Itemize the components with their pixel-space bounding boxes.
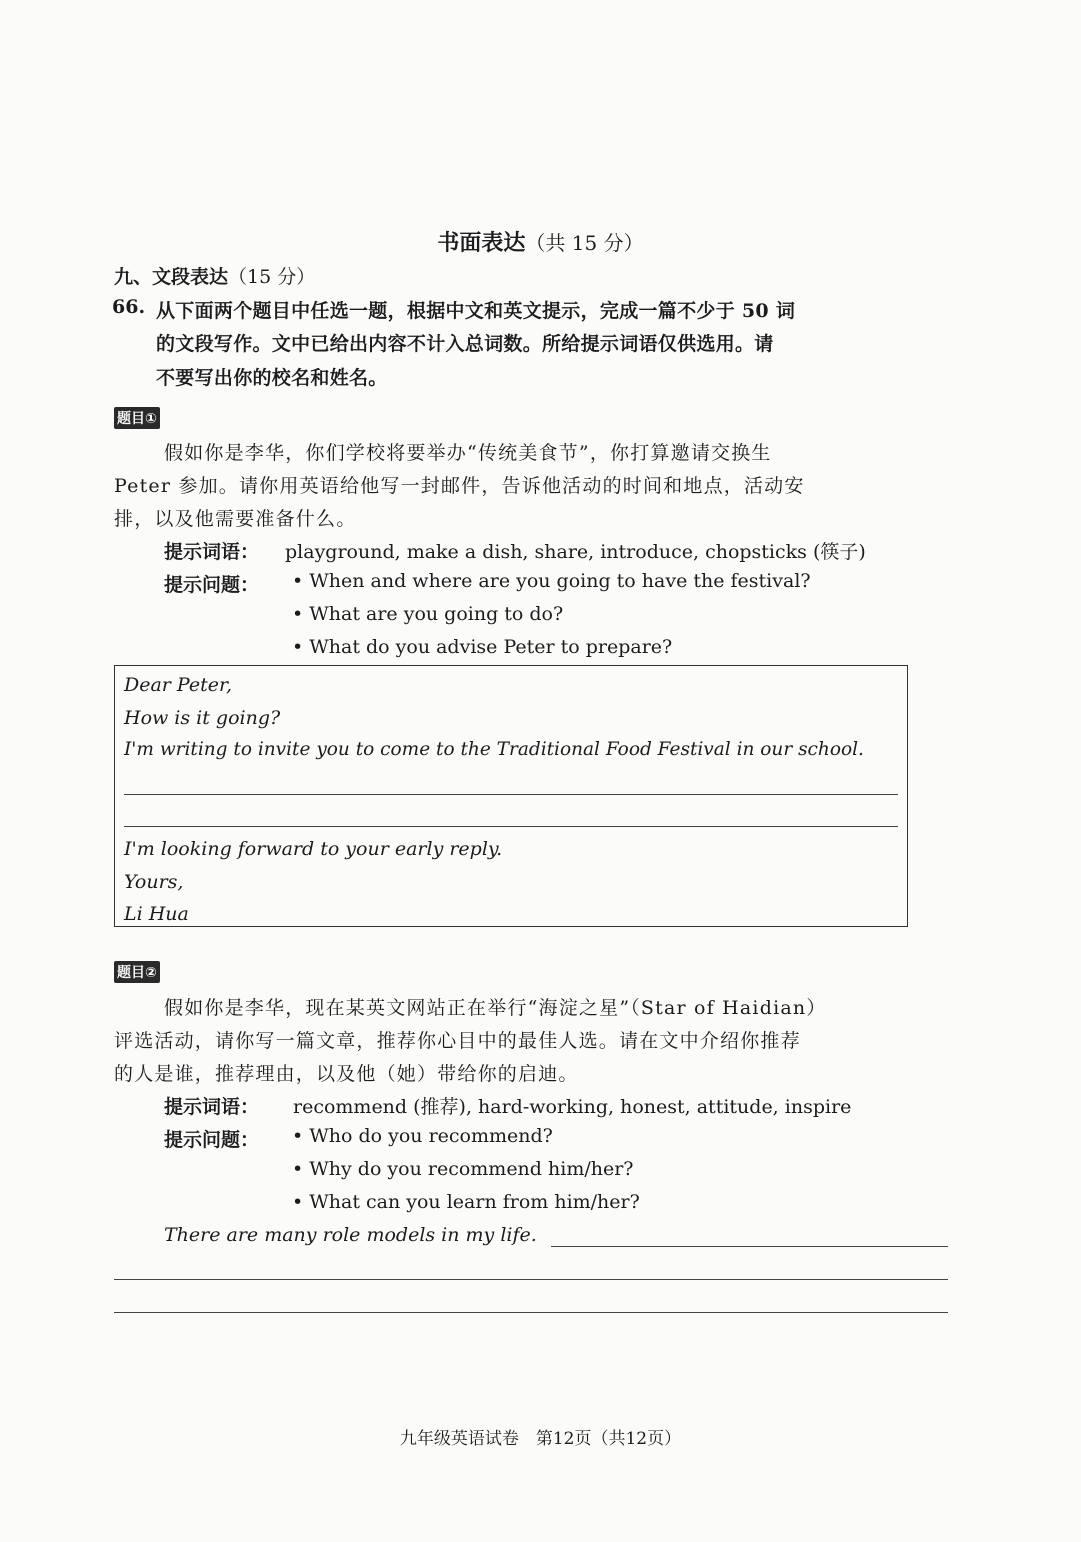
- topic2-answer-line-1[interactable]: [551, 1246, 948, 1247]
- topic2-body-line-3: 的人是谁，推荐理由，以及他（她）带给你的启迪。: [114, 1063, 579, 1085]
- question-instruction-line-3: 不要写出你的校名和姓名。: [156, 367, 388, 389]
- letter-closing-2: Yours,: [124, 871, 184, 893]
- letter-line-3: I'm writing to invite you to come to the Traditional Food Festival in our school.: [124, 739, 864, 760]
- topic2-starter: There are many role models in my life.: [164, 1224, 537, 1246]
- page-title: [0, 226, 1081, 257]
- topic2-body-line-1: 假如你是李华，现在某英文网站正在举行“海淀之星”（Star of Haidian）: [164, 997, 827, 1019]
- topic1-tag: 题目①: [114, 407, 160, 429]
- topic1-body-line-3: 排，以及他需要准备什么。: [114, 508, 357, 530]
- topic1-question-1: • When and where are you going to have the festival?: [292, 570, 811, 592]
- topic2-hint-questions-label: 提示问题：: [164, 1129, 260, 1151]
- topic1-body-line-1: 假如你是李华，你们学校将要举办“传统美食节”，你打算邀请交换生: [164, 442, 772, 464]
- topic1-question-2: • What are you going to do?: [292, 603, 564, 625]
- topic2-question-3: • What can you learn from him/her?: [292, 1191, 640, 1213]
- topic2-hint-words: recommend (推荐), hard-working, honest, attitude, inspire: [293, 1096, 852, 1118]
- topic2-body-line-2: 评选活动，请你写一篇文章，推荐你心目中的最佳人选。请在文中介绍你推荐: [114, 1030, 801, 1052]
- letter-greeting: Dear Peter,: [124, 674, 233, 696]
- topic1-hint-questions-label: 提示问题：: [164, 574, 260, 596]
- topic2-tag: 题目②: [114, 961, 160, 983]
- question-instruction-line-2: 的文段写作。文中已给出内容不计入总词数。所给提示词语仅供选用。请: [156, 333, 774, 355]
- topic2-hint-words-label: 提示词语：: [164, 1096, 260, 1118]
- section-heading: [114, 262, 315, 289]
- topic2-question-1: • Who do you recommend?: [292, 1125, 553, 1147]
- letter-closing-1: I'm looking forward to your early reply.: [124, 838, 503, 860]
- topic2-answer-line-3[interactable]: [114, 1312, 948, 1313]
- title-points: （共 15 分）: [525, 231, 644, 255]
- letter-answer-line-1[interactable]: [124, 794, 898, 795]
- topic1-hint-words: playground, make a dish, share, introduce, chopsticks (筷子): [285, 541, 866, 563]
- letter-signature: Li Hua: [124, 903, 189, 925]
- topic1-body-line-2: Peter 参加。请你用英语给他写一封邮件，告诉他活动的时间和地点，活动安: [114, 475, 805, 497]
- question-instruction-line-1: 从下面两个题目中任选一题，根据中文和英文提示，完成一篇不少于 50 词: [156, 300, 796, 322]
- section-label: 九、文段表达: [114, 266, 229, 288]
- topic1-hint-words-label: 提示词语：: [164, 541, 260, 563]
- section-points: （15 分）: [228, 266, 316, 288]
- topic1-question-3: • What do you advise Peter to prepare?: [292, 636, 673, 658]
- letter-answer-line-2[interactable]: [124, 826, 898, 827]
- title-text: 书面表达: [437, 230, 526, 256]
- topic2-question-2: • Why do you recommend him/her?: [292, 1158, 634, 1180]
- question-number: 66.: [112, 296, 146, 318]
- topic2-answer-line-2[interactable]: [114, 1279, 948, 1280]
- letter-line-2: How is it going?: [124, 707, 281, 729]
- page-footer: 九年级英语试卷 第12页（共12页）: [399, 1429, 682, 1449]
- letter-box: [114, 665, 908, 927]
